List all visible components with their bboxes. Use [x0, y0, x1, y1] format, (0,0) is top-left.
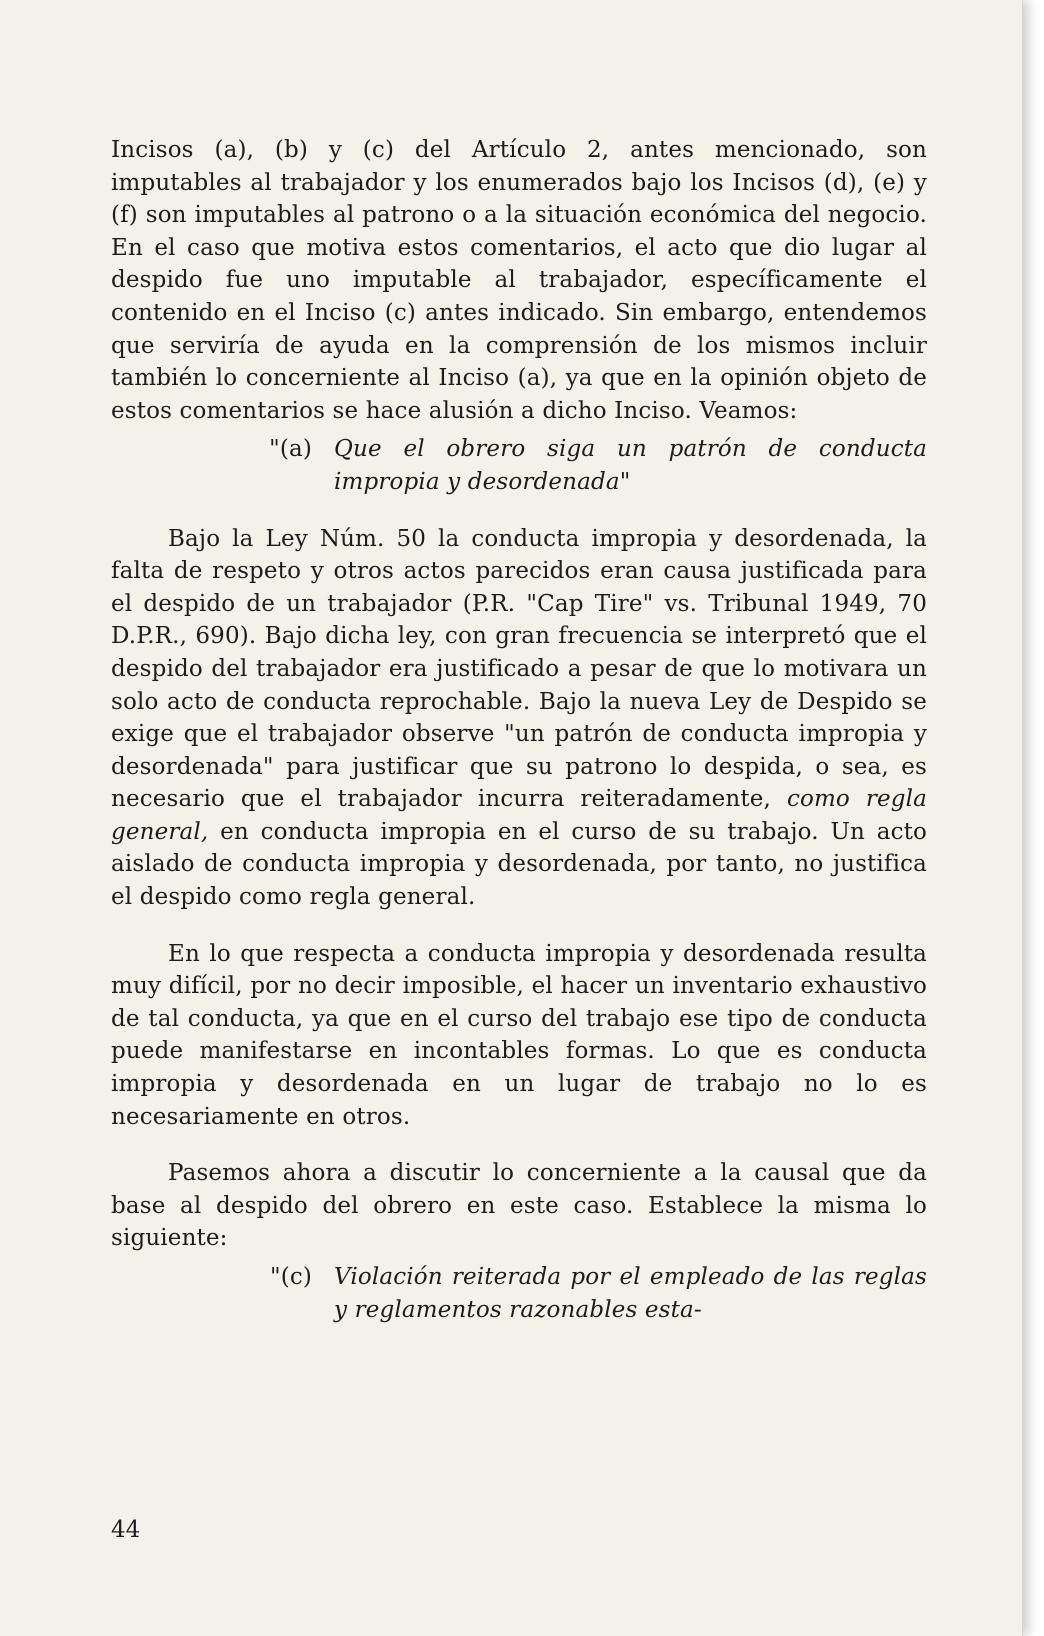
quote-inciso-c [111, 1261, 927, 1326]
paragraph-2-part-1: Bajo la Ley Núm. 50 la conducta impropia y desordenada, la falta de respeto y otros actos parecidos eran causa justificada para el despido de un trabajador (P.R. "Cap Tire" vs. Tribunal 1949, 70 D.P.R., 690). Bajo dicha ley, con gran frecuencia se interpretó que el despido del trabajador era justificado a pesar de que lo motivara un solo acto de conducta reprochable. Bajo la nueva Ley de Despido se exige que el trabajador observe "un patrón de conducta impropia y desordenada" para justificar que su patrono lo despida, o sea, es necesario que el trabajador incurra reiteradamente, [111, 525, 927, 813]
quote-a-label: "(a) [269, 436, 312, 463]
paragraph-2 [111, 523, 927, 914]
paragraph-4: Pasemos ahora a discutir lo concerniente a la causal que da base al despido del obrero en este caso. Establece la misma lo siguiente: [111, 1160, 927, 1252]
page-number: 44 [111, 1517, 141, 1543]
paragraph-2-part-2: en conducta impropia en el curso de su trabajo. Un acto aislado de conducta impropia y desordenada, por tanto, no justifica el despido como regla general. [111, 818, 927, 911]
paragraph-3: En lo que respecta a conducta impropia y desordenada resulta muy difícil, por no decir imposible, el hacer un inventario exhaustivo de tal conducta, ya que en el curso del trabajo ese tipo de conducta puede manifestarse en incontables formas. Lo que es conducta impropia y desordenada en un lugar de trabajo no lo es necesariamente en otros. [111, 940, 927, 1130]
quote-a-text: Que el obrero siga un patrón de conducta impropia y desordenada" [334, 436, 927, 495]
body-text [111, 134, 927, 1326]
quote-c-text: Violación reiterada por el empleado de las reglas y reglamentos razonables esta- [334, 1264, 927, 1323]
paragraph-2-italic: como regla general, [111, 786, 927, 845]
quote-inciso-a [111, 433, 927, 498]
paragraph-1: Incisos (a), (b) y (c) del Artículo 2, antes mencionado, son imputables al trabajador y los enumerados bajo los Incisos (d), (e) y (f) son imputables al patrono o a la situación económica del negocio. En el caso que motiva estos comentarios, el acto que dio lugar al despido fue uno imputable al trabajador, específicamente el contenido en el Inciso (c) antes indicado. Sin embargo, entendemos que serviría de ayuda en la comprensión de los mismos incluir también lo concerniente al Inciso (a), ya que en la opinión objeto de estos comentarios se hace alusión a dicho Inciso. Veamos: [111, 137, 927, 424]
quote-c-label: "(c) [269, 1264, 312, 1290]
